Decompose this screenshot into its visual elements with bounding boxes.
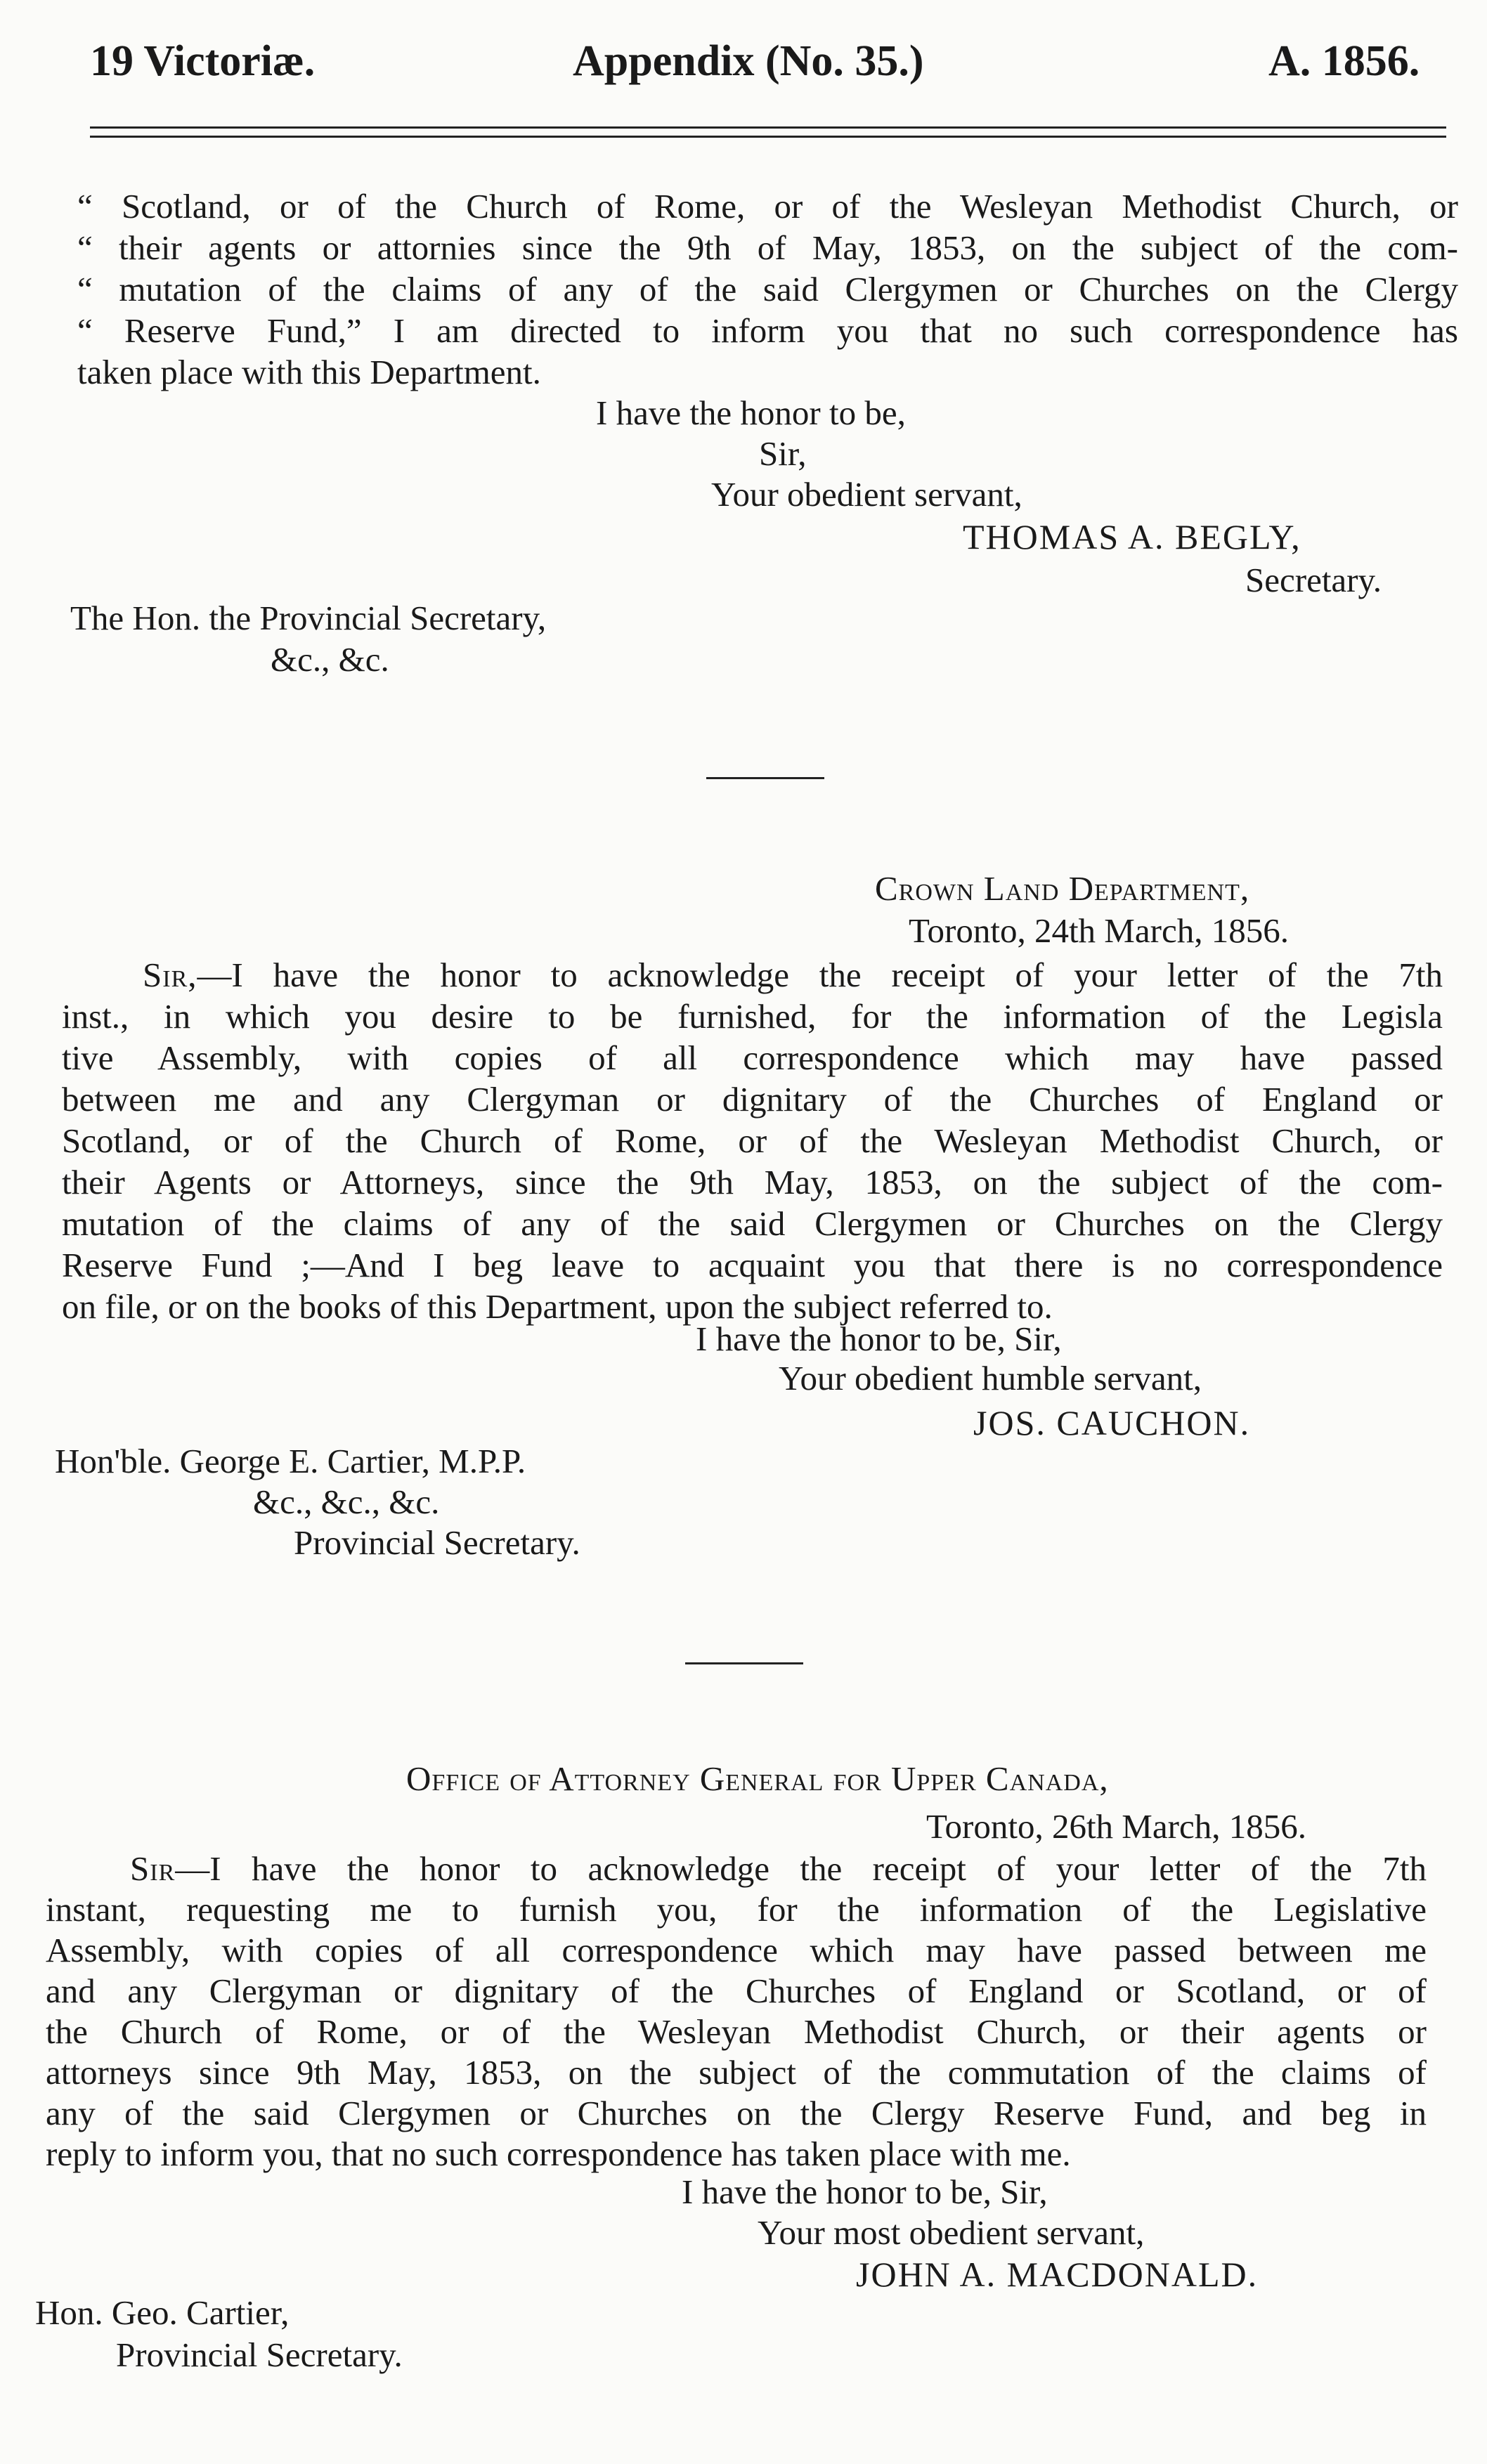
letter3-line: instant, requesting me to furnish you, for the information of the Legislative: [46, 1890, 1427, 1929]
letter2-line: tive Assembly, with copies of all correspondence which may have passed: [62, 1038, 1443, 1077]
letter2-line: Reserve Fund ;—And I beg leave to acquaint you that there is no correspondence: [62, 1246, 1443, 1284]
letter1-signature-title: Secretary.: [1245, 561, 1382, 599]
letter1-body: [77, 185, 1458, 403]
letter1-line: “ their agents or attornies since the 9th of May, 1853, on the subject of the com-: [77, 228, 1458, 267]
letter1-closing-2: Sir,: [759, 434, 807, 473]
separator-rule: [706, 777, 824, 779]
letter3-addressee-2: Provincial Secretary.: [116, 2335, 403, 2374]
header-rule-top: [90, 126, 1446, 129]
letter3-place-date: Toronto, 26th March, 1856.: [926, 1807, 1306, 1846]
letter2-signature: JOS. CAUCHON.: [973, 1403, 1251, 1442]
letter2-line: mutation of the claims of any of the said Clergymen or Churches on the Clergy: [62, 1204, 1443, 1243]
separator-rule: [685, 1662, 803, 1664]
letter2-line: their Agents or Attorneys, since the 9th May, 1853, on the subject of the com-: [62, 1163, 1443, 1201]
letter3-signature: JOHN A. MACDONALD.: [856, 2255, 1259, 2294]
letter1-line: “ mutation of the claims of any of the said Clergymen or Churches on the Clergy: [77, 270, 1458, 308]
letter3-line: Assembly, with copies of all correspondence which may have passed between me: [46, 1931, 1427, 1969]
letter2-addressee-2: &c., &c., &c.: [253, 1482, 440, 1521]
letter2-body: [62, 954, 1443, 1334]
letter3-line: reply to inform you, that no such correspondence has taken place with me.: [46, 2134, 1071, 2173]
letter1-line: “ Scotland, or of the Church of Rome, or of the Wesleyan Methodist Church, or: [77, 187, 1458, 226]
letter1-addressee-1: The Hon. the Provincial Secretary,: [70, 599, 547, 637]
letter2-addressee-3: Provincial Secretary.: [294, 1523, 580, 1562]
letter2-place-date: Toronto, 24th March, 1856.: [909, 911, 1289, 950]
letter2-line: Scotland, or of the Church of Rome, or of the Wesleyan Methodist Church, or: [62, 1121, 1443, 1160]
letter2-office: Crown Land Department,: [875, 869, 1250, 908]
letter3-closing-2: Your most obedient servant,: [758, 2213, 1145, 2252]
header-rule-bottom: [90, 136, 1446, 138]
letter2-line: inst., in which you desire to be furnished, for the information of the Legisla: [62, 997, 1443, 1036]
letter1-signature: THOMAS A. BEGLY,: [963, 517, 1301, 556]
letter3-addressee-1: Hon. Geo. Cartier,: [35, 2293, 290, 2332]
letter3-closing-1: I have the honor to be, Sir,: [682, 2172, 1048, 2211]
letter2-line: between me and any Clergyman or dignitary of the Churches of England or: [62, 1080, 1443, 1119]
letter2-salutation: Sir,: [143, 956, 197, 994]
letter2-closing-2: Your obedient humble servant,: [779, 1359, 1202, 1397]
letter1-closing-1: I have the honor to be,: [596, 393, 906, 432]
header-session: 19 Victoriæ.: [90, 37, 316, 85]
letter2-line: —I have the honor to acknowledge the receipt of your letter of the 7th: [197, 956, 1443, 994]
letter3-line: any of the said Clergymen or Churches on the Clergy Reserve Fund, and beg in: [46, 2094, 1427, 2132]
letter1-addressee-2: &c., &c.: [271, 640, 389, 679]
letter3-line: and any Clergyman or dignitary of the Churches of England or Scotland, or of: [46, 1971, 1427, 2010]
header-title: Appendix (No. 35.): [573, 37, 924, 85]
letter2-first-line: [143, 954, 1443, 996]
letter2-closing-1: I have the honor to be, Sir,: [696, 1319, 1062, 1358]
letter1-line: taken place with this Department.: [77, 353, 541, 391]
letter3-salutation: Sir: [130, 1849, 176, 1888]
letter3-body: [46, 1848, 1427, 2185]
header-year: A. 1856.: [1268, 37, 1420, 85]
letter3-first-line: [130, 1848, 1427, 1889]
letter3-office: Office of Attorney General for Upper Canada,: [406, 1759, 1109, 1798]
letter3-line: —I have the honor to acknowledge the receipt of your letter of the 7th: [175, 1849, 1427, 1888]
letter3-line: attorneys since 9th May, 1853, on the subject of the commutation of the claims of: [46, 2053, 1427, 2092]
letter3-line: the Church of Rome, or of the Wesleyan Methodist Church, or their agents or: [46, 2012, 1427, 2051]
letter2-addressee-1: Hon'ble. George E. Cartier, M.P.P.: [55, 1442, 526, 1480]
letter1-line: “ Reserve Fund,” I am directed to inform you that no such correspondence has: [77, 311, 1458, 350]
letter1-closing-3: Your obedient servant,: [711, 475, 1022, 514]
letter2-line: on file, or on the books of this Department, upon the subject referred to.: [62, 1287, 1053, 1326]
